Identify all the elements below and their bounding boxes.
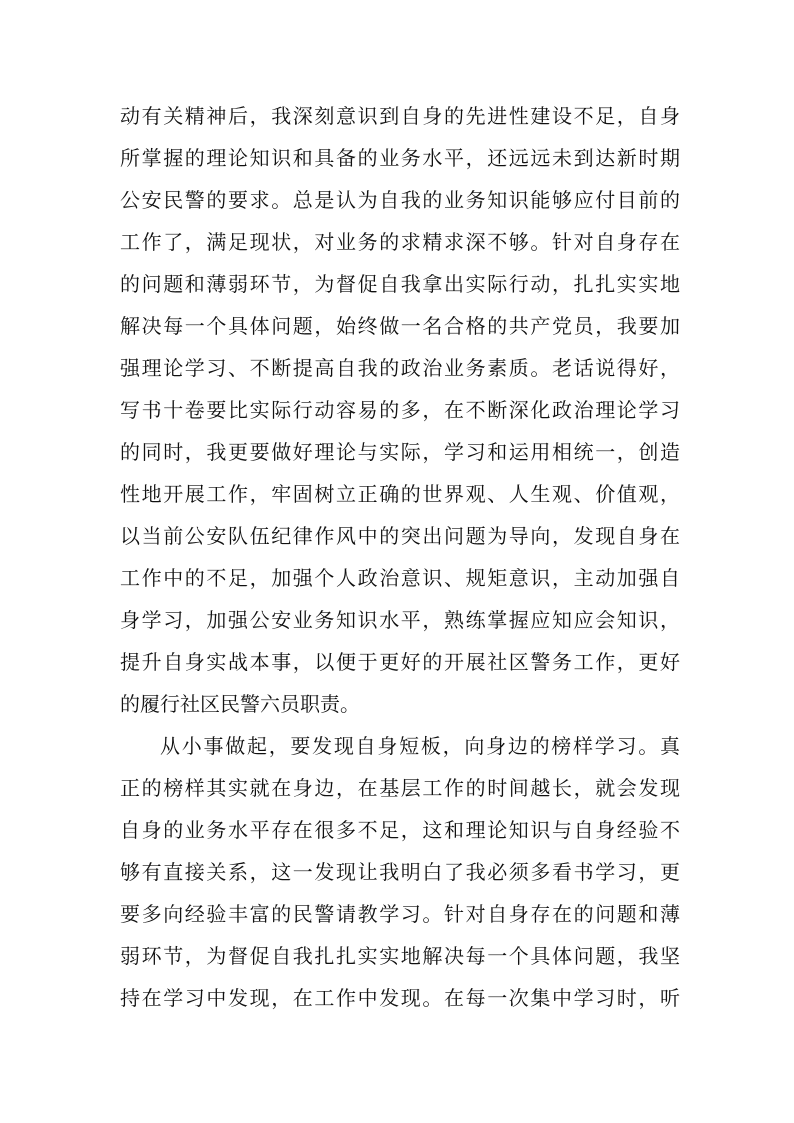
text-line: 解决每一个具体问题，始终做一名合格的共产党员，我要加 bbox=[120, 314, 680, 338]
text-line: 从小事做起，要发现自身短板，向身边的榜样学习。真 bbox=[160, 734, 680, 758]
text-line: 性地开展工作，牢固树立正确的世界观、人生观、价值观， bbox=[120, 482, 680, 506]
text-line: 身学习，加强公安业务知识水平，熟练掌握应知应会知识， bbox=[120, 608, 680, 632]
text-line: 公安民警的要求。总是认为自我的业务知识能够应付目前的 bbox=[120, 188, 680, 212]
text-line: 写书十卷要比实际行动容易的多，在不断深化政治理论学习 bbox=[120, 398, 680, 422]
text-line: 工作了，满足现状，对业务的求精求深不够。针对自身存在 bbox=[120, 230, 680, 254]
text-line: 自身的业务水平存在很多不足，这和理论知识与自身经验不 bbox=[120, 818, 680, 842]
text-line: 提升自身实战本事，以便于更好的开展社区警务工作，更好 bbox=[120, 650, 680, 674]
text-line: 正的榜样其实就在身边，在基层工作的时间越长，就会发现 bbox=[120, 776, 680, 800]
text-line: 够有直接关系，这一发现让我明白了我必须多看书学习，更 bbox=[120, 860, 680, 884]
text-line: 所掌握的理论知识和具备的业务水平，还远远未到达新时期 bbox=[120, 146, 680, 170]
text-line: 动有关精神后，我深刻意识到自身的先进性建设不足，自身 bbox=[120, 104, 680, 128]
text-line: 弱环节，为督促自我扎扎实实地解决每一个具体问题，我坚 bbox=[120, 944, 680, 968]
text-line: 的履行社区民警六员职责。 bbox=[120, 692, 360, 716]
text-line: 要多向经验丰富的民警请教学习。针对自身存在的问题和薄 bbox=[120, 902, 680, 926]
text-line: 持在学习中发现，在工作中发现。在每一次集中学习时，听 bbox=[120, 986, 680, 1010]
text-line: 以当前公安队伍纪律作风中的突出问题为导向，发现自身在 bbox=[120, 524, 680, 548]
text-line: 强理论学习、不断提高自我的政治业务素质。老话说得好， bbox=[120, 356, 680, 380]
text-line: 的同时，我更要做好理论与实际，学习和运用相统一，创造 bbox=[120, 440, 680, 464]
text-line: 的问题和薄弱环节，为督促自我拿出实际行动，扎扎实实地 bbox=[120, 272, 680, 296]
text-line: 工作中的不足，加强个人政治意识、规矩意识，主动加强自 bbox=[120, 566, 680, 590]
